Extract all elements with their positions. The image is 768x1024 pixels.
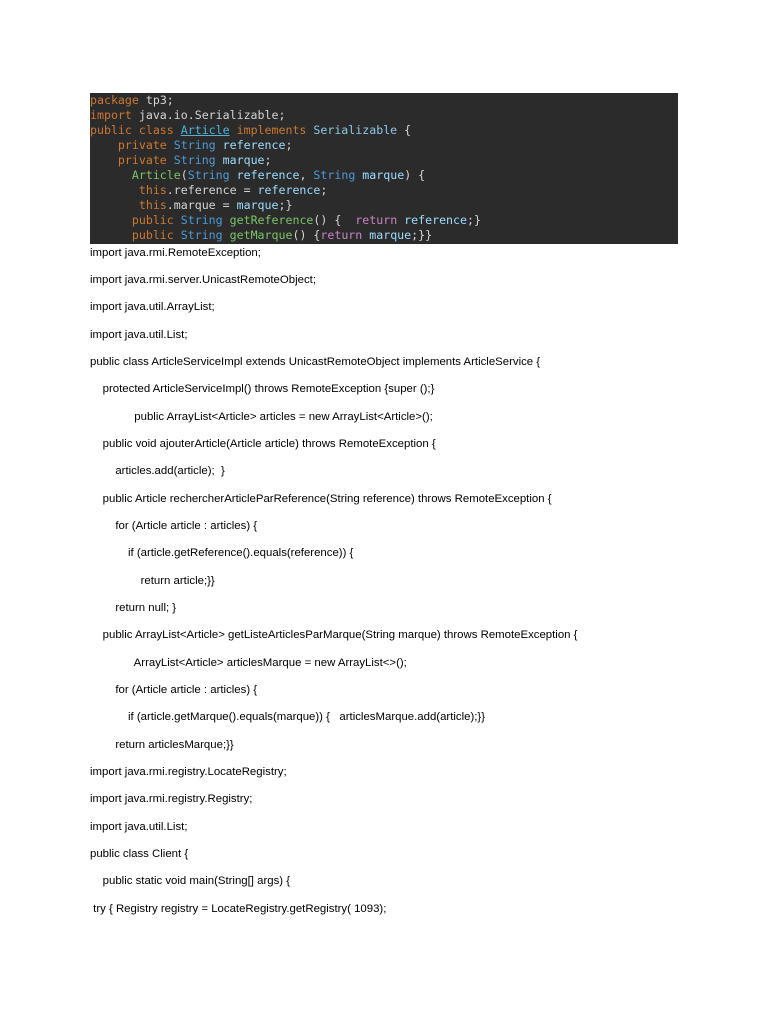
code-keyword: private (117, 138, 167, 152)
text-line: public static void main(String[] args) { (90, 875, 291, 887)
code-type: String (173, 153, 216, 167)
code-text: ( (180, 168, 188, 182)
code-keyword: public (131, 213, 174, 227)
code-indent (90, 198, 139, 212)
text-line: import java.rmi.registry.LocateRegistry; (90, 766, 287, 778)
text-line: import java.util.ArrayList; (90, 301, 215, 313)
code-variable: reference (404, 213, 467, 227)
code-text: ) { (404, 168, 426, 182)
text-line: return articlesMarque;}} (90, 739, 234, 751)
code-line-10 (90, 228, 432, 243)
code-line-5 (90, 153, 272, 168)
code-type: String (313, 168, 356, 182)
code-text: .reference = (166, 183, 258, 197)
code-keyword: private (117, 153, 167, 167)
text-line: import java.rmi.server.UnicastRemoteObject; (90, 274, 316, 286)
code-keyword: package (90, 93, 139, 107)
code-variable: reference (257, 183, 321, 197)
code-indent (90, 168, 132, 182)
code-line-3 (90, 123, 411, 138)
code-text: () { (313, 213, 356, 227)
text-line: public Article rechercherArticleParReference(String reference) throws RemoteException { (90, 493, 552, 505)
code-space (167, 153, 174, 167)
text-line: if (article.getReference().equals(reference)) { (90, 547, 354, 559)
code-text: , (299, 168, 314, 182)
code-variable: marque (222, 153, 265, 167)
code-indent (90, 183, 139, 197)
code-text: ;} (467, 213, 481, 227)
text-line: import java.util.List; (90, 329, 188, 341)
text-line: import java.rmi.RemoteException; (90, 247, 261, 259)
code-space (230, 168, 237, 182)
code-indent (90, 138, 118, 152)
code-function: getReference (229, 213, 314, 227)
code-text: tp3; (138, 93, 174, 107)
code-indent (90, 213, 132, 227)
text-line: return null; } (90, 602, 177, 614)
code-text: java.io.Serializable; (131, 108, 286, 122)
code-line-9 (90, 213, 481, 228)
code-space (174, 213, 181, 227)
code-function: Article (131, 168, 181, 182)
code-snippet-block (90, 93, 678, 244)
code-line-8 (90, 198, 292, 213)
code-variable: marque (369, 228, 412, 242)
code-function: getMarque (229, 228, 293, 242)
code-text: ;} (278, 198, 293, 212)
code-space (223, 213, 230, 227)
code-space (223, 228, 230, 242)
text-line: public class Client { (90, 848, 189, 860)
code-line-4 (90, 138, 292, 153)
text-line: protected ArticleServiceImpl() throws RemoteException {super ();} (90, 383, 435, 395)
code-type: String (180, 213, 223, 227)
code-return-keyword: return (355, 213, 398, 227)
text-line: articles.add(article); } (90, 465, 225, 477)
code-space (216, 153, 223, 167)
code-text: .marque = (166, 198, 237, 212)
text-line: import java.util.List; (90, 821, 188, 833)
text-line: ArrayList<Article> articlesMarque = new ArrayList<>(); (90, 657, 407, 669)
text-line: import java.rmi.registry.Registry; (90, 793, 253, 805)
code-keyword: public class (90, 123, 181, 137)
text-line: if (article.getMarque().equals(marque)) { articlesMarque.add(article);}} (90, 711, 486, 723)
code-variable: marque (362, 168, 405, 182)
text-line: try { Registry registry = LocateRegistry.getRegistry( 1093); (90, 903, 387, 915)
text-line: public void ajouterArticle(Article article) throws RemoteException { (90, 438, 436, 450)
code-line-6 (90, 168, 425, 183)
code-keyword: import (90, 108, 132, 122)
code-text: ; (320, 183, 328, 197)
code-type: String (187, 168, 230, 182)
code-line-7 (90, 183, 327, 198)
code-keyword: this (138, 183, 167, 197)
code-line-2 (90, 108, 285, 123)
code-text: ;}} (411, 228, 433, 242)
code-variable: marque (236, 198, 279, 212)
code-keyword: implements (229, 123, 314, 137)
text-line: public ArrayList<Article> articles = new ArrayList<Article>(); (90, 411, 433, 423)
code-interface-name: Serializable (313, 123, 398, 137)
text-line: for (Article article : articles) { (90, 684, 258, 696)
code-space (216, 138, 223, 152)
code-line-1 (90, 93, 174, 108)
code-text: ; (285, 138, 293, 152)
code-variable: reference (222, 138, 286, 152)
code-text: ; (264, 153, 272, 167)
code-indent (90, 228, 132, 242)
text-line: for (Article article : articles) { (90, 520, 258, 532)
code-indent (90, 153, 118, 167)
code-keyword: this (138, 198, 167, 212)
code-text: { (397, 123, 412, 137)
code-variable: reference (236, 168, 300, 182)
text-line: public class ArticleServiceImpl extends UnicastRemoteObject implements ArticleService { (90, 356, 541, 368)
code-type: String (180, 228, 223, 242)
code-space (174, 228, 181, 242)
code-class-name: Article (180, 123, 230, 137)
code-text: () { (292, 228, 321, 242)
text-line: public ArrayList<Article> getListeArticlesParMarque(String marque) throws RemoteException { (90, 629, 578, 641)
code-type: String (173, 138, 216, 152)
text-line: return article;}} (90, 575, 215, 587)
code-keyword: public (131, 228, 174, 242)
code-space (167, 138, 174, 152)
code-return-keyword: return (320, 228, 363, 242)
